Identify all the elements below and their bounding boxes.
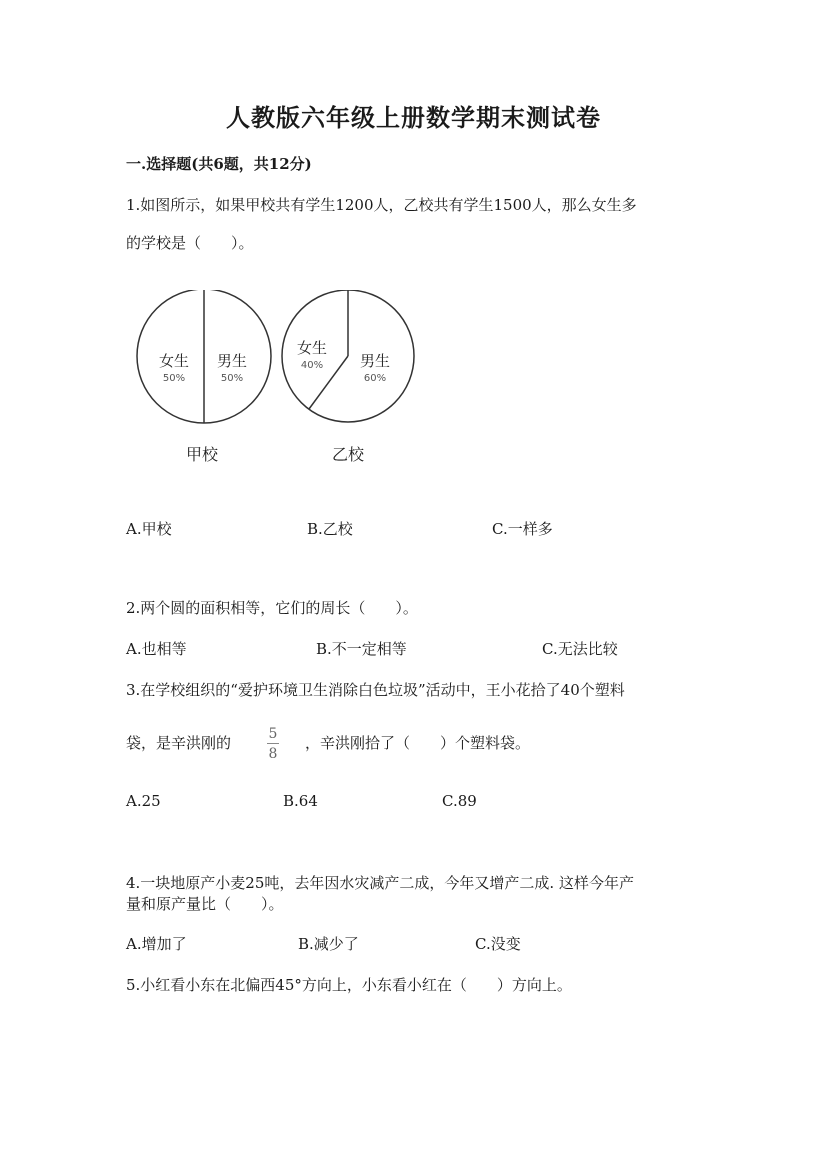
question-2-text: 2.两个圆的面积相等，它们的周长（ ）。 [126, 599, 418, 617]
school-a-girl-label: 女生 [158, 352, 190, 370]
school-b-boy-pct: 60% [363, 373, 387, 384]
school-a-boy-pct: 50% [220, 373, 244, 384]
question-1-line-2: 的学校是（ ）。 [126, 234, 254, 252]
school-b-boy-label: 男生 [359, 352, 391, 370]
question-2-option-c[interactable]: C.无法比较 [542, 640, 618, 658]
section-heading: 一.选择题(共6题，共12分) [126, 155, 312, 173]
question-1-option-c[interactable]: C.一样多 [492, 520, 553, 538]
question-4-option-a[interactable]: A.增加了 [126, 935, 187, 953]
question-1-option-b[interactable]: B.乙校 [307, 520, 353, 538]
question-4-line-2: 量和原产量比（ ）。 [126, 895, 284, 913]
school-b-name: 乙校 [331, 445, 365, 464]
school-pie-charts [120, 290, 440, 480]
question-5-text: 5.小红看小东在北偏西45°方向上，小东看小红在（ ）方向上。 [126, 976, 572, 994]
school-a-name: 甲校 [185, 445, 219, 464]
question-1-option-a[interactable]: A.甲校 [126, 520, 172, 538]
school-b-girl-pct: 40% [300, 360, 324, 371]
question-3-option-b[interactable]: B.64 [283, 792, 318, 810]
question-3-option-c[interactable]: C.89 [442, 792, 477, 810]
question-4-option-c[interactable]: C.没变 [475, 935, 521, 953]
question-3-line-2-start: 袋，是辛洪刚的 [126, 734, 232, 752]
question-4-line-1: 4.一块地原产小麦25吨，去年因水灾减产二成，今年又增产二成. 这样今年产 [126, 874, 634, 892]
school-a-boy-label: 男生 [216, 352, 248, 370]
fraction-numerator: 5 [268, 726, 278, 742]
page-title: 人教版六年级上册数学期末测试卷 [226, 103, 601, 132]
question-3-line-2-end: ，辛洪刚拾了（ ）个塑料袋。 [305, 734, 531, 752]
question-2-option-a[interactable]: A.也相等 [126, 640, 187, 658]
question-4-option-b[interactable]: B.减少了 [298, 935, 359, 953]
fraction-denominator: 8 [268, 746, 278, 762]
school-a-girl-pct: 50% [162, 373, 186, 384]
school-b-girl-label: 女生 [296, 339, 328, 357]
question-3-line-1: 3.在学校组织的“爱护环境卫生消除白色垃圾”活动中，王小花拾了40个塑料 [126, 681, 625, 699]
question-2-option-b[interactable]: B.不一定相等 [316, 640, 407, 658]
question-1-line-1: 1.如图所示，如果甲校共有学生1200人，乙校共有学生1500人，那么女生多 [126, 196, 637, 214]
fraction-five-eighths [265, 727, 281, 761]
question-3-option-a[interactable]: A.25 [126, 792, 161, 810]
